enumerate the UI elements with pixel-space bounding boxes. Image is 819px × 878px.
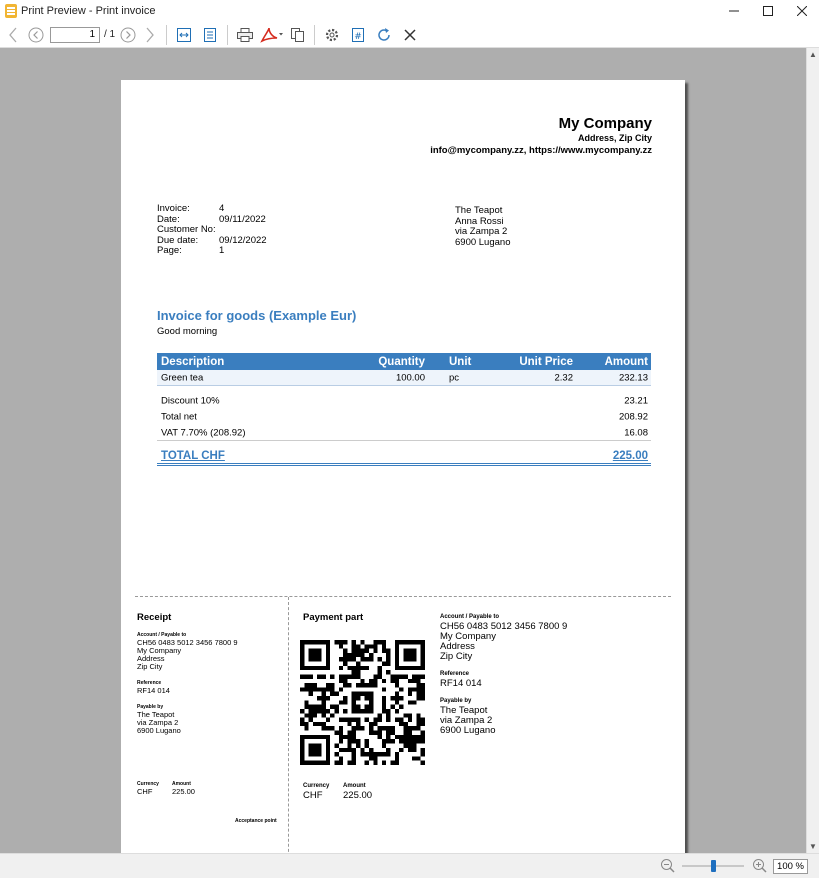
- receipt-payable-line: 6900 Lugano: [137, 726, 181, 735]
- discount-amount: 23.21: [624, 395, 648, 407]
- table-row: [157, 370, 651, 386]
- scroll-down-icon[interactable]: ▼: [809, 842, 817, 851]
- print-button[interactable]: [232, 24, 258, 46]
- total-net-row: [157, 409, 651, 425]
- customer-line: 6900 Lugano: [455, 236, 511, 248]
- discount-label: Discount 10%: [161, 395, 220, 407]
- payment-currency-label: Currency: [303, 783, 330, 789]
- minimize-icon: [729, 6, 739, 16]
- prev-page-button[interactable]: [26, 24, 46, 46]
- receipt-account-line: CH56 0483 5012 3456 7800 9: [137, 638, 238, 647]
- info-value: 09/12/2022: [219, 234, 267, 246]
- payment-amount-label: Amount: [343, 783, 366, 789]
- fit-page-icon: [202, 27, 218, 43]
- receipt-account-line: My Company: [137, 646, 182, 655]
- invoice-page: [121, 80, 685, 853]
- next-icon: [145, 27, 155, 43]
- payment-amount: 225.00: [343, 790, 373, 801]
- receipt-payable-by-label: Payable by: [137, 704, 164, 710]
- invoice-title: Invoice for goods (Example Eur): [157, 308, 357, 323]
- prev-icon: [8, 27, 18, 43]
- close-window-button[interactable]: [785, 0, 819, 22]
- zoom-out-icon[interactable]: [660, 858, 676, 874]
- header-unit-price: Unit Price: [519, 355, 573, 368]
- customer-line: Anna Rossi: [455, 215, 504, 227]
- payment-part-details: [440, 612, 567, 736]
- payment-reference-label: Reference: [440, 671, 470, 677]
- payment-payable-line: via Zampa 2: [440, 715, 493, 726]
- header-unit: Unit: [449, 355, 472, 368]
- settings-icon: [324, 27, 340, 43]
- toolbar: [0, 22, 819, 48]
- export-pdf-button[interactable]: [258, 24, 286, 46]
- total-label: TOTAL CHF: [161, 450, 225, 462]
- row-description: Green tea: [161, 372, 204, 383]
- payment-payable-line: The Teapot: [440, 705, 488, 716]
- receipt-account-line: Address: [137, 654, 165, 663]
- invoice-info: [157, 204, 267, 257]
- first-page-button[interactable]: [0, 24, 26, 46]
- preview-viewport[interactable]: [0, 48, 806, 853]
- receipt-reference-label: Reference: [137, 680, 162, 686]
- zoom-slider-thumb[interactable]: [711, 860, 716, 872]
- scroll-up-icon[interactable]: ▲: [809, 50, 817, 59]
- svg-text:#: #: [354, 31, 362, 42]
- receipt-currency: CHF: [137, 787, 153, 796]
- receipt-currency-amount: [137, 780, 195, 796]
- greeting: Good morning: [157, 326, 218, 337]
- company-address: Address, Zip City: [577, 133, 652, 143]
- page-number-icon: [350, 27, 366, 43]
- payment-account-line: Address: [440, 641, 475, 652]
- pdf-icon: [260, 27, 284, 43]
- cut-line-vertical: [288, 597, 289, 853]
- info-label: Customer No:: [157, 224, 216, 235]
- payment-account-line: Zip City: [440, 651, 473, 662]
- payment-account-line: My Company: [440, 631, 496, 642]
- customer-line: via Zampa 2: [455, 226, 508, 237]
- receipt-currency-label: Currency: [137, 781, 159, 787]
- payment-payable-by-label: Payable by: [440, 698, 472, 704]
- acceptance-point: Acceptance point: [235, 818, 277, 824]
- info-label: Due date:: [157, 234, 199, 246]
- total-amount: 225.00: [612, 450, 648, 462]
- info-value: 4: [219, 203, 225, 214]
- vat-row: [157, 425, 651, 441]
- cut-line-horizontal: [135, 596, 671, 597]
- info-label: Date:: [157, 213, 180, 225]
- receipt-amount-label: Amount: [172, 781, 191, 787]
- info-label: Invoice:: [157, 203, 190, 214]
- vat-amount: 16.08: [624, 427, 648, 438]
- page-number-input[interactable]: 1: [50, 27, 100, 43]
- page-total: / 1: [104, 29, 116, 40]
- payment-reference: RF14 014: [440, 678, 482, 689]
- close-preview-icon: [404, 29, 416, 41]
- customer-address: [455, 206, 510, 248]
- table-header: [157, 353, 651, 370]
- minimize-button[interactable]: [717, 0, 751, 22]
- window-title: Print Preview - Print invoice: [21, 5, 156, 17]
- close-preview-button[interactable]: [397, 24, 423, 46]
- zoom-in-icon[interactable]: [752, 858, 768, 874]
- discount-row: [157, 393, 651, 409]
- row-quantity: 100.00: [395, 372, 425, 383]
- last-page-button[interactable]: [138, 24, 162, 46]
- company-header: [430, 115, 652, 156]
- fit-width-button[interactable]: [171, 24, 197, 46]
- refresh-button[interactable]: [371, 24, 397, 46]
- info-value: 1: [219, 245, 225, 256]
- maximize-icon: [763, 6, 773, 16]
- qr-code: [300, 640, 425, 765]
- customer-line: The Teapot: [455, 205, 503, 216]
- total-net-label: Total net: [161, 411, 197, 423]
- payment-currency-amount: [303, 781, 372, 801]
- receipt-title: Receipt: [137, 612, 172, 623]
- receipt-payable-line: via Zampa 2: [137, 718, 179, 727]
- copy-icon: [290, 27, 306, 43]
- app-icon: [5, 4, 17, 18]
- next-circle-icon: [120, 27, 136, 43]
- zoom-level[interactable]: 100 %: [773, 859, 808, 874]
- payment-payable-line: 6900 Lugano: [440, 725, 496, 736]
- row-amount: 232.13: [618, 372, 648, 383]
- receipt-reference: RF14 014: [137, 686, 170, 695]
- header-amount: Amount: [604, 355, 648, 368]
- fit-width-icon: [176, 27, 192, 43]
- vertical-scrollbar[interactable]: [806, 48, 819, 853]
- total-row: [157, 449, 651, 466]
- next-page-button[interactable]: [118, 24, 138, 46]
- row-unit: pc: [449, 372, 460, 383]
- refresh-icon: [376, 27, 392, 43]
- invoice-table: [157, 353, 651, 466]
- receipt-payable-line: The Teapot: [137, 710, 175, 719]
- header-description: Description: [161, 355, 225, 368]
- settings-button[interactable]: [319, 24, 345, 46]
- vat-label: VAT 7.70% (208.92): [161, 427, 246, 438]
- print-icon: [236, 27, 254, 43]
- payment-account-line: CH56 0483 5012 3456 7800 9: [440, 621, 568, 632]
- company-name: My Company: [558, 115, 652, 132]
- payment-account-label: Account / Payable to: [440, 614, 500, 620]
- payment-currency: CHF: [303, 790, 323, 801]
- close-icon: [797, 6, 807, 16]
- status-bar: [0, 853, 819, 878]
- receipt-details: [137, 631, 238, 735]
- info-label: Page:: [157, 245, 182, 256]
- company-contact: info@mycompany.zz, https://www.mycompany.zz: [430, 145, 652, 156]
- total-net-amount: 208.92: [618, 411, 648, 423]
- copy-button[interactable]: [286, 24, 310, 46]
- row-unit-price: 2.32: [554, 372, 573, 383]
- fit-page-button[interactable]: [197, 24, 223, 46]
- header-quantity: Quantity: [378, 355, 425, 368]
- page-number-button[interactable]: [345, 24, 371, 46]
- prev-circle-icon: [28, 27, 44, 43]
- maximize-button[interactable]: [751, 0, 785, 22]
- info-value: 09/11/2022: [219, 213, 266, 225]
- receipt-account-line: Zip City: [137, 662, 163, 671]
- receipt-account-label: Account / Payable to: [137, 632, 187, 638]
- payment-part-title: Payment part: [303, 612, 364, 623]
- title-bar: [0, 0, 819, 22]
- receipt-amount: 225.00: [172, 787, 195, 796]
